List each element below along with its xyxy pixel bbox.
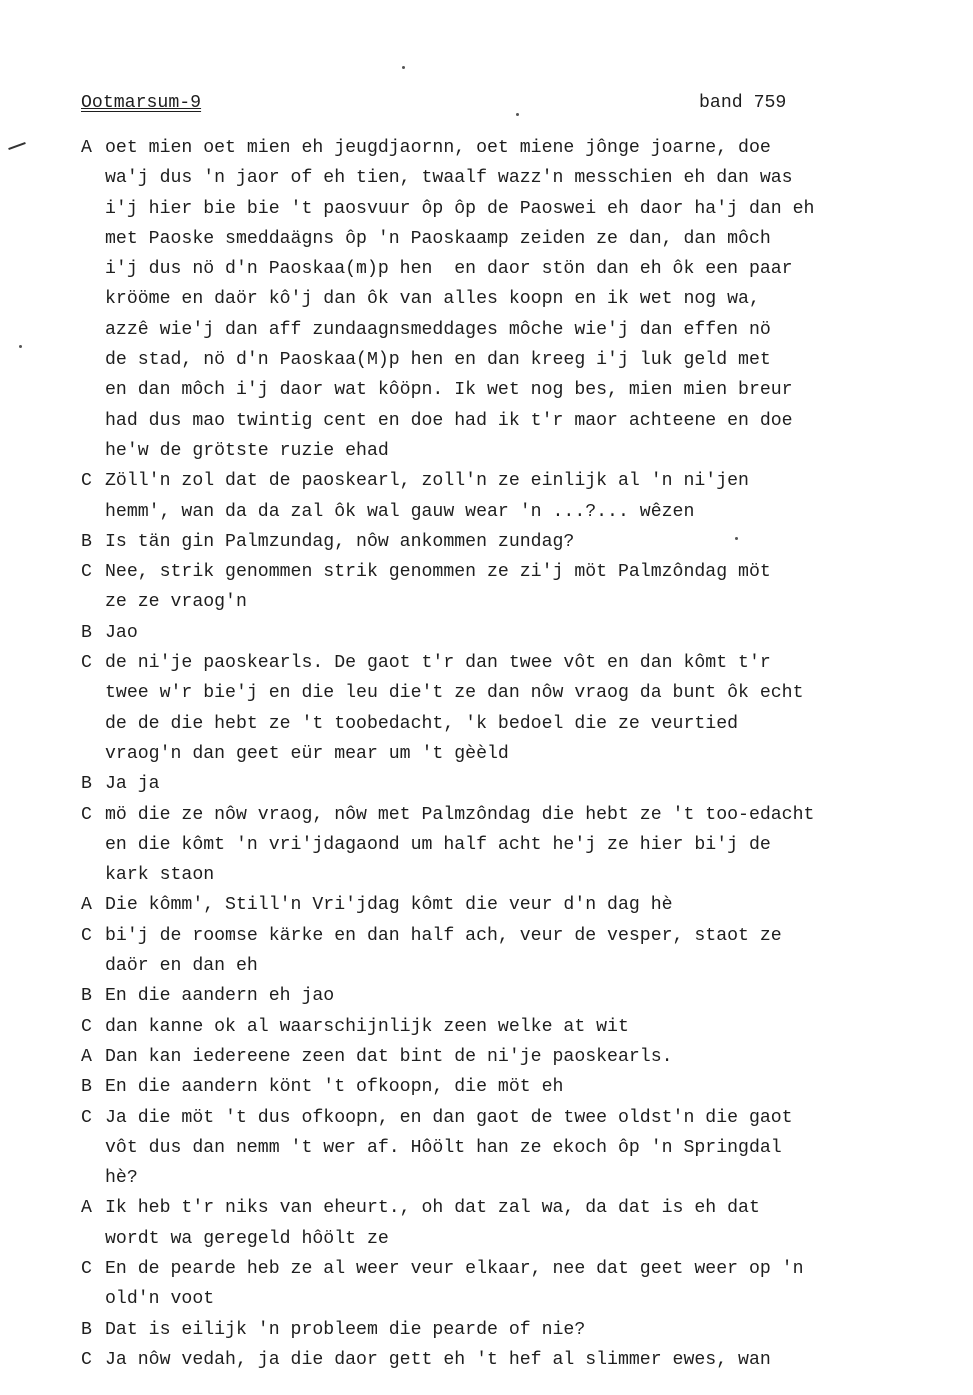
transcript-line <box>81 981 941 1011</box>
line-text: vôt dus dan nemm 't wer af. Hôölt han ze ekoch ôp 'n Springdal <box>105 1137 782 1158</box>
line-text: mö die ze nôw vraog, nôw met Palmzôndag die hebt ze 't too-edacht <box>105 804 815 825</box>
page-header <box>81 93 873 121</box>
document-title: Ootmarsum-9 <box>81 93 202 113</box>
line-text: oet mien oet mien eh jeugdjaornn, oet miene jônge joarne, doe <box>105 138 771 158</box>
line-text: i'j hier bie bie 't paosvuur ôp ôp de Paoswei eh daor ha'j dan eh <box>105 198 815 219</box>
transcript-line <box>81 406 941 436</box>
transcript-line <box>81 1254 941 1284</box>
transcript-line <box>81 345 941 375</box>
band-number: band 759 <box>699 93 787 113</box>
transcript-line <box>81 466 941 496</box>
transcript-line <box>81 1345 941 1375</box>
transcript-line <box>81 1315 941 1345</box>
speaker-label: C <box>81 653 92 674</box>
line-text: twee w'r bie'j en die leu die't ze dan nôw vraog da bunt ôk echt <box>105 683 804 704</box>
line-text: azzê wie'j dan aff zundaagnsmeddages môche wie'j dan effen nö <box>105 319 771 340</box>
transcript-line <box>81 587 941 617</box>
line-text: he'w de grötste ruzie ehad <box>105 440 389 461</box>
line-text: had dus mao twintig cent en doe had ik t'r maor achteene en doe <box>105 410 793 431</box>
line-text: En die aandern könt 't ofkoopn, die möt eh <box>105 1077 564 1098</box>
speaker-label: A <box>81 138 92 158</box>
line-text: Is tän gin Palmzundag, nôw ankommen zundag? <box>105 531 575 552</box>
transcript-line <box>81 618 941 648</box>
line-text: krööme en daör kô'j dan ôk van alles koopn en ik wet nog wa, <box>105 289 760 310</box>
transcript-line <box>81 800 941 830</box>
transcript-line <box>81 860 941 890</box>
transcript-line <box>81 224 941 254</box>
line-text: met Paoske smeddaägns ôp 'n Paoskaamp zeiden ze dan, dan môch <box>105 228 771 249</box>
speaker-label: B <box>81 1077 92 1098</box>
transcript-line <box>81 557 941 587</box>
speaker-label: A <box>81 1198 92 1219</box>
transcript-line <box>81 527 941 557</box>
speaker-label: C <box>81 1016 92 1037</box>
line-text: dan kanne ok al waarschijnlijk zeen welke at wit <box>105 1016 629 1037</box>
line-text: En de pearde heb ze al weer veur elkaar, nee dat geet weer op 'n <box>105 1258 804 1279</box>
transcript-line <box>81 890 941 920</box>
line-text: Ja nôw vedah, ja die daor gett eh 't hef al slimmer ewes, wan <box>105 1349 771 1370</box>
transcript-line <box>81 678 941 708</box>
transcript-line <box>81 497 941 527</box>
margin-pen-mark <box>8 142 26 150</box>
transcript-line <box>81 436 941 466</box>
speaker-label: C <box>81 1258 92 1279</box>
transcript-line <box>81 1012 941 1042</box>
line-text: bi'j de roomse kärke en dan half ach, veur de vesper, staot ze <box>105 925 782 946</box>
transcript-line <box>81 648 941 678</box>
paper-speck <box>402 66 405 69</box>
speaker-label: C <box>81 925 92 946</box>
transcript-line <box>81 1224 941 1254</box>
transcript-line <box>81 921 941 951</box>
transcript-line <box>81 1103 941 1133</box>
transcript-line <box>81 769 941 799</box>
line-text: en die kômt 'n vri'jdagaond um half acht he'j ze hier bi'j de <box>105 834 771 855</box>
transcript-body <box>81 133 941 1375</box>
line-text: Dat is eilijk 'n probleem die pearde of nie? <box>105 1319 586 1340</box>
transcript-line <box>81 1193 941 1223</box>
line-text: kark staon <box>105 865 215 886</box>
line-text: wa'j dus 'n jaor of eh tien, twaalf wazz'n messchien eh dan was <box>105 168 793 189</box>
line-text: hemm', wan da da zal ôk wal gauw wear 'n ...?... wêzen <box>105 501 695 522</box>
speaker-label: B <box>81 531 92 552</box>
line-text: Nee, strik genommen strik genommen ze zi'j möt Palmzôndag möt <box>105 562 771 583</box>
transcript-line <box>81 133 941 163</box>
line-text: hè? <box>105 1168 138 1189</box>
line-text: daör en dan eh <box>105 956 258 977</box>
line-text: vraog'n dan geet eür mear um 't gèèld <box>105 743 509 764</box>
speaker-label: A <box>81 1046 92 1067</box>
transcript-line <box>81 194 941 224</box>
transcript-line <box>81 830 941 860</box>
line-text: Jao <box>105 622 138 643</box>
line-text: de stad, nö d'n Paoskaa(M)p hen en dan kreeg i'j luk geld met <box>105 350 771 371</box>
line-text: Die kômm', Still'n Vri'jdag kômt die veur d'n dag hè <box>105 895 673 916</box>
transcript-line <box>81 1072 941 1102</box>
transcript-line <box>81 284 941 314</box>
line-text: En die aandern eh jao <box>105 986 335 1007</box>
transcript-line <box>81 163 941 193</box>
speaker-label: B <box>81 986 92 1007</box>
speaker-label: C <box>81 804 92 825</box>
transcript-line <box>81 1284 941 1314</box>
speaker-label: C <box>81 471 92 492</box>
speaker-label: B <box>81 622 92 643</box>
line-text: old'n voot <box>105 1289 215 1310</box>
line-text: Ja die möt 't dus ofkoopn, en dan gaot de twee oldst'n die gaot <box>105 1107 793 1128</box>
transcript-line <box>81 1042 941 1072</box>
line-text: Ik heb t'r niks van eheurt., oh dat zal wa, da dat is eh dat <box>105 1198 760 1219</box>
speaker-label: B <box>81 774 92 795</box>
line-text: de de die hebt ze 't toobedacht, 'k bedoel die ze veurtied <box>105 713 739 734</box>
transcript-line <box>81 375 941 405</box>
line-text: en dan môch i'j daor wat kôöpn. Ik wet nog bes, mien mien breur <box>105 380 793 401</box>
line-text: Zöll'n zol dat de paoskearl, zoll'n ze einlijk al 'n ni'jen <box>105 471 749 492</box>
transcript-line <box>81 709 941 739</box>
transcript-line <box>81 1133 941 1163</box>
speaker-label: A <box>81 895 92 916</box>
line-text: Ja ja <box>105 774 160 795</box>
speaker-label: C <box>81 1107 92 1128</box>
line-text: ze ze vraog'n <box>105 592 247 613</box>
speaker-label: C <box>81 562 92 583</box>
speaker-label: C <box>81 1349 92 1370</box>
line-text: wordt wa geregeld hôölt ze <box>105 1228 389 1249</box>
transcript-line <box>81 315 941 345</box>
transcript-line <box>81 254 941 284</box>
speaker-label: B <box>81 1319 92 1340</box>
line-text: i'j dus nö d'n Paoskaa(m)p hen en daor stön dan eh ôk een paar <box>105 259 793 280</box>
paper-speck <box>19 345 22 348</box>
transcript-line <box>81 951 941 981</box>
line-text: de ni'je paoskearls. De gaot t'r dan twee vôt en dan kômt t'r <box>105 653 771 674</box>
line-text: Dan kan iedereene zeen dat bint de ni'je paoskearls. <box>105 1046 673 1067</box>
transcript-line <box>81 739 941 769</box>
transcript-line <box>81 1163 941 1193</box>
